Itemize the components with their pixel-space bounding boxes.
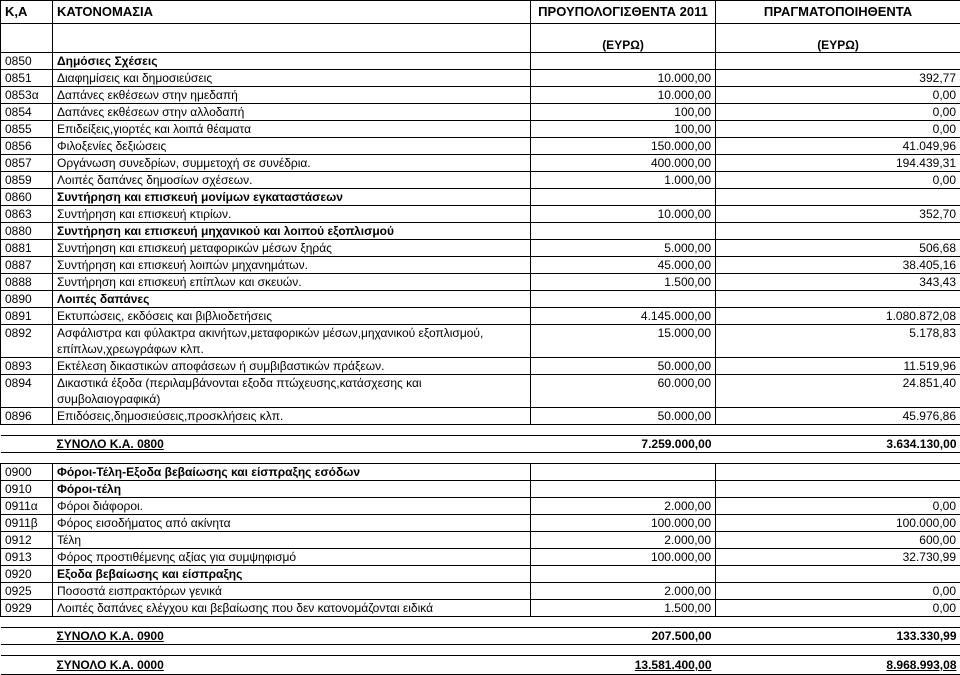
row-actual: [716, 566, 960, 583]
units-code-cell: [1, 24, 53, 53]
spacer-row: [1, 617, 960, 628]
row-code: 0913: [1, 549, 53, 566]
row-name: Συντήρηση και επισκευή λοιπών μηχανημάτων.: [53, 257, 531, 274]
total-label: ΣΥΝΟΛΟ Κ.Α. 0800: [53, 436, 531, 453]
row-actual: 0,00: [716, 172, 960, 189]
total-code-cell: [1, 628, 53, 645]
total-label: ΣΥΝΟΛΟ Κ.Α. 0900: [53, 628, 531, 645]
row-budget: 100.000,00: [531, 549, 716, 566]
row-budget: 400.000,00: [531, 155, 716, 172]
total-code-cell: [1, 436, 53, 453]
row-budget: 10.000,00: [531, 70, 716, 87]
table-row: [1, 358, 960, 375]
row-budget: 60.000,00: [531, 375, 716, 408]
table-row: [1, 138, 960, 155]
table-row: [1, 291, 960, 308]
row-budget: 15.000,00: [531, 325, 716, 358]
row-code: 0910: [1, 481, 53, 498]
units-budget: (ΕΥΡΩ): [531, 24, 716, 53]
row-name: Εκτυπώσεις, εκδόσεις και βιβλιοδετήσεις: [53, 308, 531, 325]
row-budget: [531, 53, 716, 70]
row-name: Λοιπές δαπάνες δημοσίων σχέσεων.: [53, 172, 531, 189]
row-name: Ποσοστά εισπρακτόρων γενικά: [53, 583, 531, 600]
row-name: Εξοδα βεβαίωσης και είσπραξης: [53, 566, 531, 583]
total-budget: 207.500,00: [531, 628, 716, 645]
row-name: Δαπάνες εκθέσεων στην αλλοδαπή: [53, 104, 531, 121]
row-actual: [716, 481, 960, 498]
header-actual: ΠΡΑΓΜΑΤΟΠΟΙΗΘΕΝΤΑ: [716, 1, 960, 24]
row-actual: 0,00: [716, 121, 960, 138]
row-budget: 10.000,00: [531, 206, 716, 223]
row-actual: 392,77: [716, 70, 960, 87]
total-row: [1, 656, 960, 675]
table-row: [1, 70, 960, 87]
row-name: Συντήρηση και επισκευή μηχανικού και λοιπού εξοπλισμού: [53, 223, 531, 240]
row-budget: 2.000,00: [531, 498, 716, 515]
row-budget: 1.000,00: [531, 172, 716, 189]
total-budget: 7.259.000,00: [531, 436, 716, 453]
row-code: 0860: [1, 189, 53, 206]
row-budget: 1.500,00: [531, 274, 716, 291]
table-row: [1, 408, 960, 425]
table-row: [1, 325, 960, 358]
row-code: 0912: [1, 532, 53, 549]
row-name: Λοιπές δαπάνες: [53, 291, 531, 308]
table-row: [1, 583, 960, 600]
table-row: [1, 515, 960, 532]
row-budget: 4.145.000,00: [531, 308, 716, 325]
row-code: 0911α: [1, 498, 53, 515]
row-code: 0929: [1, 600, 53, 617]
row-name: Φόροι διάφοροι.: [53, 498, 531, 515]
row-code: 0857: [1, 155, 53, 172]
row-actual: [716, 291, 960, 308]
header-budget: ΠΡΟΥΠΟΛΟΓΙΣΘΕΝΤΑ 2011: [531, 1, 716, 24]
row-name: Δαπάνες εκθέσεων στην ημεδαπή: [53, 87, 531, 104]
table-row: [1, 566, 960, 583]
row-name: Ασφάλιστρα και φύλακτρα ακινήτων,μεταφορικών μέσων,μηχανικού εξοπλισμού, επίπλων,χρεωγράφων κλπ.: [53, 325, 531, 358]
units-name-cell: [53, 24, 531, 53]
table-row: [1, 206, 960, 223]
units-row: [1, 24, 960, 53]
row-code: 0863: [1, 206, 53, 223]
row-name: Φόρος προστιθέμενης αξίας για συμψηφισμό: [53, 549, 531, 566]
spacer-cell: [1, 453, 960, 464]
row-code: 0920: [1, 566, 53, 583]
row-budget: 50.000,00: [531, 408, 716, 425]
total-label: ΣΥΝΟΛΟ Κ.Α. 0000: [53, 656, 531, 675]
total-code-cell: [1, 656, 53, 675]
row-name: Λοιπές δαπάνες ελέγχου και βεβαίωσης που δεν κατονομάζονται ειδικά: [53, 600, 531, 617]
total-actual: 8.968.993,08: [716, 656, 960, 675]
row-actual: 32.730,99: [716, 549, 960, 566]
table-row: [1, 223, 960, 240]
row-name: Δημόσιες Σχέσεις: [53, 53, 531, 70]
total-actual: 133.330,99: [716, 628, 960, 645]
total-actual: 3.634.130,00: [716, 436, 960, 453]
row-budget: 50.000,00: [531, 358, 716, 375]
row-actual: [716, 464, 960, 481]
row-code: 0888: [1, 274, 53, 291]
units-actual: (ΕΥΡΩ): [716, 24, 960, 53]
row-actual: 600,00: [716, 532, 960, 549]
spacer-row: [1, 645, 960, 656]
row-code: 0925: [1, 583, 53, 600]
row-code: 0880: [1, 223, 53, 240]
table-row: [1, 600, 960, 617]
row-actual: [716, 53, 960, 70]
row-actual: 0,00: [716, 600, 960, 617]
table-row: [1, 464, 960, 481]
row-code: 0854: [1, 104, 53, 121]
row-actual: 38.405,16: [716, 257, 960, 274]
row-name: Φιλοξενίες δεξιώσεις: [53, 138, 531, 155]
table-row: [1, 498, 960, 515]
table-row: [1, 189, 960, 206]
row-actual: 343,43: [716, 274, 960, 291]
row-actual: 41.049,96: [716, 138, 960, 155]
row-code: 0911β: [1, 515, 53, 532]
row-budget: [531, 189, 716, 206]
row-actual: 45.976,86: [716, 408, 960, 425]
total-row: [1, 628, 960, 645]
row-budget: 100,00: [531, 104, 716, 121]
row-name: Διαφημίσεις και δημοσιεύσεις: [53, 70, 531, 87]
spacer-cell: [1, 617, 960, 628]
row-budget: 10.000,00: [531, 87, 716, 104]
row-code: 0850: [1, 53, 53, 70]
row-actual: 5.178,83: [716, 325, 960, 358]
row-name: Επιδόσεις,δημοσιεύσεις,προσκλήσεις κλπ.: [53, 408, 531, 425]
row-actual: 506,68: [716, 240, 960, 257]
table-row: [1, 549, 960, 566]
row-budget: [531, 464, 716, 481]
row-name: Φόροι-Τέλη-Εξοδα βεβαίωσης και είσπραξης εσόδων: [53, 464, 531, 481]
table-body: [1, 1, 960, 675]
table-row: [1, 121, 960, 138]
row-budget: 100,00: [531, 121, 716, 138]
row-code: 0890: [1, 291, 53, 308]
total-budget: 13.581.400,00: [531, 656, 716, 675]
header-row: [1, 1, 960, 24]
table-row: [1, 104, 960, 121]
row-code: 0894: [1, 375, 53, 408]
row-name: Δικαστικά έξοδα (περιλαμβάνονται εξοδα πτώχευσης,κατάσχεσης και συμβολαιογραφικά): [53, 375, 531, 408]
row-code: 0891: [1, 308, 53, 325]
row-name: Συντήρηση και επισκευή μονίμων εγκαταστάσεων: [53, 189, 531, 206]
row-actual: 1.080.872,08: [716, 308, 960, 325]
row-budget: 1.500,00: [531, 600, 716, 617]
row-budget: 100.000,00: [531, 515, 716, 532]
row-code: 0887: [1, 257, 53, 274]
row-actual: 24.851,40: [716, 375, 960, 408]
row-name: Οργάνωση συνεδρίων, συμμετοχή σε συνέδρια.: [53, 155, 531, 172]
row-code: 0892: [1, 325, 53, 358]
row-budget: 2.000,00: [531, 532, 716, 549]
table-row: [1, 172, 960, 189]
row-code: 0856: [1, 138, 53, 155]
row-actual: [716, 189, 960, 206]
total-row: [1, 436, 960, 453]
row-actual: [716, 223, 960, 240]
row-name: Εκτέλεση δικαστικών αποφάσεων ή συμβιβαστικών πράξεων.: [53, 358, 531, 375]
spacer-row: [1, 453, 960, 464]
table-row: [1, 532, 960, 549]
table-row: [1, 375, 960, 408]
header-name: ΚΑΤΟΝΟΜΑΣΙΑ: [53, 1, 531, 24]
row-name: Συντήρηση και επισκευή επίπλων και σκευών.: [53, 274, 531, 291]
row-budget: [531, 291, 716, 308]
row-budget: [531, 566, 716, 583]
row-name: Συντήρηση και επισκευή κτιρίων.: [53, 206, 531, 223]
row-code: 0896: [1, 408, 53, 425]
table-row: [1, 481, 960, 498]
table-row: [1, 240, 960, 257]
row-name: Συντήρηση και επισκευή μεταφορικών μέσων ξηράς: [53, 240, 531, 257]
row-code: 0900: [1, 464, 53, 481]
row-name: Επιδείξεις,γιορτές και λοιπά θέαματα: [53, 121, 531, 138]
table-row: [1, 53, 960, 70]
row-budget: 45.000,00: [531, 257, 716, 274]
row-actual: 352,70: [716, 206, 960, 223]
table-row: [1, 274, 960, 291]
table-row: [1, 308, 960, 325]
row-code: 0851: [1, 70, 53, 87]
row-code: 0893: [1, 358, 53, 375]
table-row: [1, 257, 960, 274]
row-code: 0881: [1, 240, 53, 257]
row-actual: 0,00: [716, 87, 960, 104]
row-actual: 194.439,31: [716, 155, 960, 172]
row-code: 0855: [1, 121, 53, 138]
spacer-cell: [1, 645, 960, 656]
row-code: 0853α: [1, 87, 53, 104]
row-budget: 150.000,00: [531, 138, 716, 155]
spacer-row: [1, 425, 960, 436]
table-row: [1, 155, 960, 172]
row-budget: [531, 481, 716, 498]
spacer-cell: [1, 425, 960, 436]
row-name: Φόρος εισοδήματος από ακίνητα: [53, 515, 531, 532]
row-budget: 5.000,00: [531, 240, 716, 257]
row-budget: 2.000,00: [531, 583, 716, 600]
row-name: Τέλη: [53, 532, 531, 549]
row-actual: 11.519,96: [716, 358, 960, 375]
table-row: [1, 87, 960, 104]
row-name: Φόροι-τέλη: [53, 481, 531, 498]
row-actual: 0,00: [716, 498, 960, 515]
row-actual: 100.000,00: [716, 515, 960, 532]
row-actual: 0,00: [716, 104, 960, 121]
row-code: 0859: [1, 172, 53, 189]
header-code: Κ,Α: [1, 1, 53, 24]
row-budget: [531, 223, 716, 240]
row-actual: 0,00: [716, 583, 960, 600]
